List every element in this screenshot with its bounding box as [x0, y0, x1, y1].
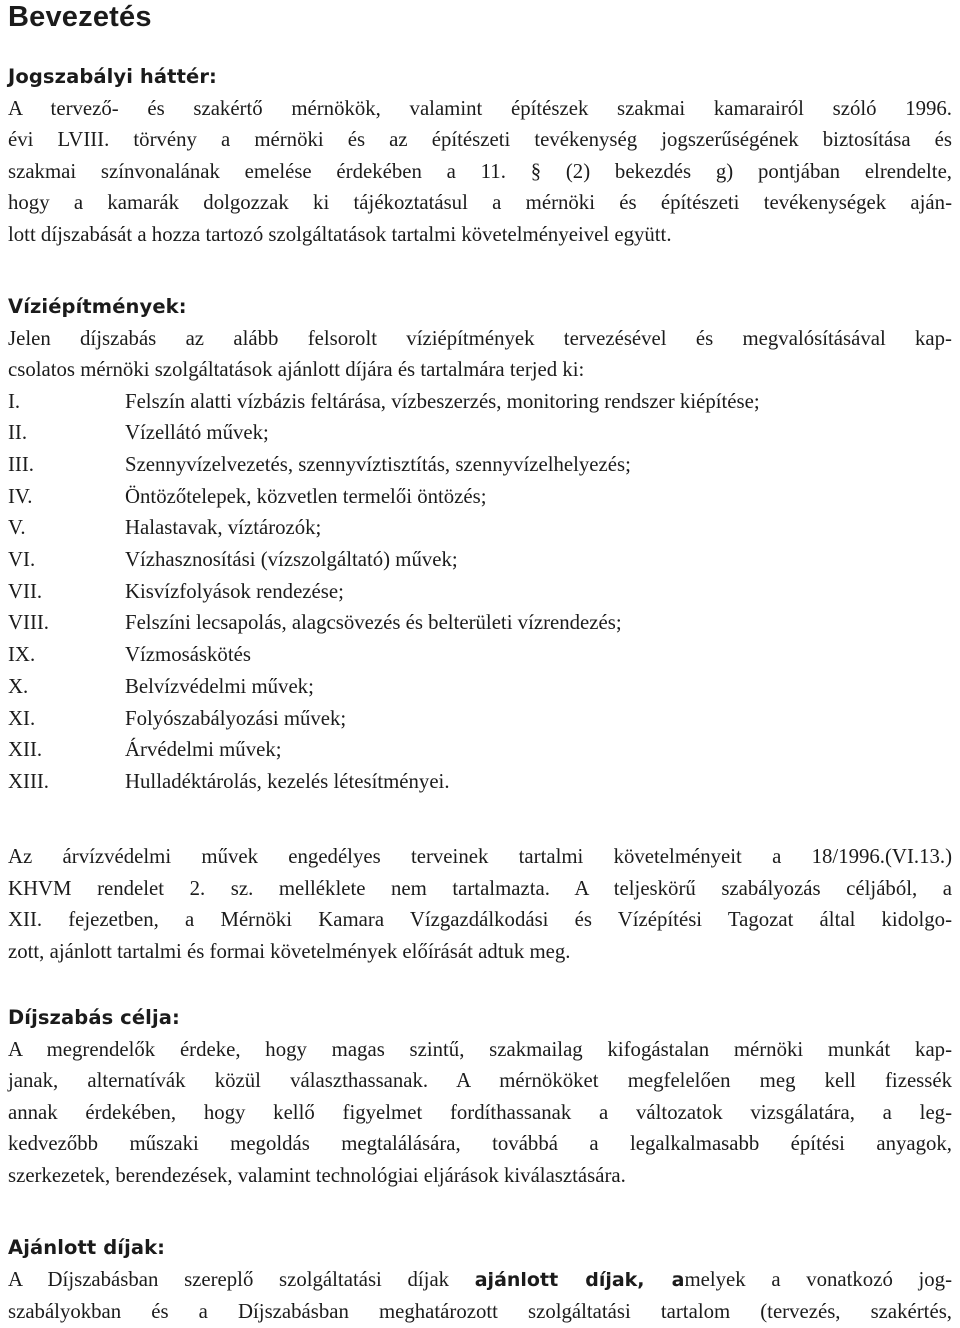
fees-bold-text: ajánlott díjak, a	[474, 1268, 685, 1291]
list-item	[8, 386, 952, 418]
list-item-text: Folyószabályozási művek;	[125, 706, 347, 730]
purpose-line: janak, alternatívák közül választhassanak. A mérnököket megfelelően meg kell fizessék	[8, 1069, 952, 1092]
purpose-line: kedvezőbb műszaki megoldás megtalálására, továbbá a legalkalmasabb építési anyagok,	[8, 1132, 952, 1155]
note-line: XII. fejezetben, a Mérnöki Kamara Vízgazdálkodási és Vízépítési Tagozat által kidolgo-	[8, 908, 952, 931]
list-item-text: Vízhasznosítási (vízszolgáltató) művek;	[125, 548, 458, 572]
fee-purpose-section	[8, 1002, 952, 1191]
fees-line	[8, 1264, 952, 1297]
list-item-number: IV.	[8, 484, 33, 508]
legal-line: évi LVIII. törvény a mérnöki és az építészeti tevékenység jogszerűségének biztosítása és	[8, 128, 952, 151]
list-item-text: Öntözőtelepek, közvetlen termelői öntözés;	[125, 484, 487, 508]
list-item	[8, 671, 952, 703]
list-item-number: XI.	[8, 706, 36, 730]
flood-protection-note	[8, 841, 952, 967]
list-item-number: III.	[8, 452, 34, 476]
legal-line: A tervező- és szakértő mérnökök, valamint építészek szakmai kamarairól szóló 1996.	[8, 96, 952, 120]
purpose-line: szerkezetek, berendezések, valamint technológiai eljárások kiválasztására.	[8, 1163, 626, 1187]
list-item	[8, 607, 952, 639]
list-item	[8, 639, 952, 671]
legal-background-heading: Jogszabályi háttér:	[8, 65, 217, 88]
list-item-text: Vízmosáskötés	[125, 643, 251, 667]
note-line: KHVM rendelet 2. sz. melléklete nem tartalmazta. A teljeskörű szabályozás céljából, a	[8, 876, 952, 900]
water-structures-heading: Víziépítmények:	[8, 295, 187, 318]
legal-line: szakmai színvonalának emelése érdekében a 11. § (2) bekezdés g) pontjában elrendelte,	[8, 159, 952, 183]
list-item	[8, 417, 952, 449]
legal-line: lott díjszabását a hozza tartozó szolgáltatások tartalmi követelményeivel együtt.	[8, 222, 672, 246]
list-item-text: Hulladéktárolás, kezelés létesítményei.	[125, 769, 450, 793]
list-item-number: XII.	[8, 738, 43, 762]
purpose-line: annak érdekében, hogy kellő figyelmet fordíthassanak a változatok vizsgálatára, a leg-	[8, 1100, 952, 1124]
fees-text: A Díjszabásban szereplő szolgáltatási díjak	[8, 1267, 475, 1291]
legal-line: hogy a kamarák dolgozzak ki tájékoztatásul a mérnöki és építészeti tevékenységek aján-	[8, 191, 952, 214]
list-item	[8, 734, 952, 766]
list-item-number: I.	[8, 389, 21, 413]
list-item	[8, 512, 952, 544]
list-item-text: Felszín alatti vízbázis feltárása, vízbeszerzés, monitoring rendszer kiépítése;	[125, 389, 760, 413]
list-item-number: VII.	[8, 579, 43, 603]
list-item	[8, 703, 952, 735]
fee-purpose-heading: Díjszabás célja:	[8, 1006, 180, 1029]
list-item	[8, 576, 952, 608]
recommended-fees-section	[8, 1232, 952, 1328]
list-item-text: Halastavak, víztározók;	[125, 516, 322, 540]
list-item-number: VI.	[8, 548, 36, 572]
list-item-number: II.	[8, 421, 28, 445]
list-item-text: Árvédelmi művek;	[125, 738, 282, 762]
fees-text: melyek a vonatkozó jog-	[684, 1267, 953, 1291]
list-item-number: X.	[8, 674, 29, 698]
list-item-number: XIII.	[8, 769, 49, 793]
purpose-line: A megrendelők érdeke, hogy magas szintű, szakmailag kifogástalan mérnöki munkát kap-	[8, 1037, 952, 1061]
list-item-text: Belvízvédelmi művek;	[125, 674, 314, 698]
water-structures-list	[8, 386, 952, 798]
list-item-number: V.	[8, 516, 26, 540]
water-intro-line: Jelen díjszabás az alább felsorolt víziépítmények tervezésével és megvalósításával kap-	[8, 326, 952, 350]
list-item-text: Kisvízfolyások rendezése;	[125, 579, 344, 603]
water-intro-line: csolatos mérnöki szolgáltatások ajánlott díjára és tartalmára terjed ki:	[8, 358, 585, 381]
note-line: Az árvízvédelmi művek engedélyes terveinek tartalmi követelményeit a 18/1996.(VI.13.)	[8, 845, 952, 868]
fees-line: szabályokban és a Díjszabásban meghatározott szolgáltatási tartalom (tervezés, szakértés,	[8, 1300, 952, 1323]
list-item-text: Szennyvízelvezetés, szennyvíztisztítás, szennyvízelhelyezés;	[125, 452, 631, 476]
note-line: zott, ajánlott tartalmi és formai követelmények előírását adtuk meg.	[8, 939, 571, 963]
page-title: Bevezetés	[8, 1, 152, 33]
recommended-fees-heading: Ajánlott díjak:	[8, 1236, 166, 1259]
list-item	[8, 766, 952, 798]
water-structures-section	[8, 291, 952, 798]
list-item	[8, 544, 952, 576]
legal-background-section	[8, 61, 952, 250]
list-item	[8, 481, 952, 513]
list-item-text: Vízellátó művek;	[125, 421, 269, 445]
list-item-number: IX.	[8, 643, 36, 667]
list-item	[8, 449, 952, 481]
list-item-text: Felszíni lecsapolás, alagcsövezés és belterületi vízrendezés;	[125, 611, 622, 635]
list-item-number: VIII.	[8, 611, 49, 635]
